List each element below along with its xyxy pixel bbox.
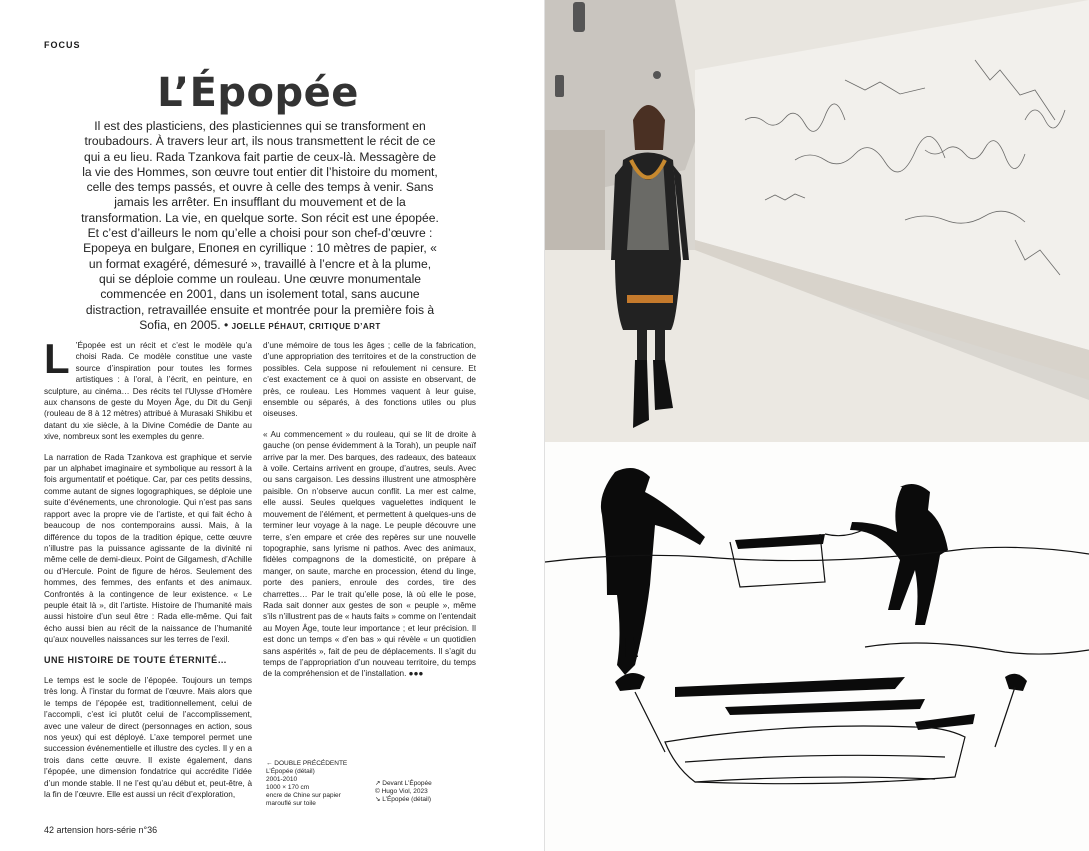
- section-label: FOCUS: [44, 40, 81, 50]
- body-paragraph: La narration de Rada Tzankova est graphique et servie par un alphabet imaginaire et symbolique au ressort à la fois argumentatif et poétique. Car, par ces petits dessins, comme autant de signes logographiques, se déploie une suite d’événements, une chronologie. Qui n’est pas sans rapport avec la propre vie de l’artiste, et qui fait écho à beaucoup de nos contemporains aussi. Mais, à la différence du topos de la tradition épique, cette œuvre n’illustre pas la puissance agissante de la divinité ni même celle de demi-dieux. Point de Gilgamesh, d’Achille ou d’Hercule. Point de figure de héros. Seulement des hommes, des femmes, des enfants et des animaux. Confrontés à la contingence de leur existence. « Le peuple était là », dit l’artiste. Histoire de l’humanité mais aussi histoire d’un seul être : Rada elle-même. Qui fait écho aussi bien au récit de la naissance de l’humanité qu’aux nouvelles naissances sur les terres de l’exil.: [44, 452, 252, 645]
- gallery-photo: [545, 0, 1089, 442]
- caption-left: ← DOUBLE PRÉCÉDENTE L’Épopée (détail) 2001-2010 1000 × 170 cm encre de Chine sur papier marouflé sur toile: [266, 760, 348, 807]
- intro-signature: JOELLE PÉHAUT, CRITIQUE D’ART: [231, 321, 381, 331]
- end-mark: ●●●: [408, 669, 424, 679]
- subheading: UNE HISTOIRE DE TOUTE ÉTERNITÉ…: [44, 654, 228, 665]
- body-paragraph: Le temps est le socle de l’épopée. Toujours un temps très long. À l’instar du format de l’œuvre. Mais alors que le temps de l’épopée est, traditionnellement, celui de l’accompli, c’est ici plutôt celui de l’accomplissement, avec une valeur de direct (personnages en action, sous nos yeux) qui est déployé. L’axe temporel permet une succession événementielle et illustre des cycles. Il y en a trois dans cette œuvre. Il existe également, dans l’épopée, une dimension fondatrice qui accrédite l’idée d’un monde stable. Il ne l’est qu’au début et, peut-être, à la fin de l’œuvre. Elle est aussi un récit d’exploration,: [44, 675, 252, 800]
- page-footer: 42 artension hors-série n°36: [44, 825, 158, 835]
- body-column-1: [44, 335, 252, 809]
- right-page: [545, 0, 1089, 851]
- dropcap: L: [44, 335, 70, 382]
- caption-right: ↗ Devant L’Épopée © Hugo Viol, 2023 ↘ L’Épopée (détail): [375, 780, 432, 803]
- body-column-2: [263, 340, 476, 689]
- body-paragraph: ’Épopée est un récit et c’est le modèle qu’a choisi Rada. Ce modèle constitue une vaste source d’inspiration pour toutes les formes artistiques : à l’oral, à l’écrit, en peinture, en sculpture, au cinéma… Des récits tel l’Ulysse d’Homère aux chansons de geste du Moyen Âge, du Dit du Genji (rouleau de 8 à 12 mètres) attribué à Murasaki Shikibu et datant du xie siècle, à la Divine Comédie de Dante au xive, nombreux sont les exemples du genre.: [44, 341, 252, 442]
- body-paragraph: « Au commencement » du rouleau, qui se lit de droite à gauche (on pense évidemment à la Torah), un peuple naïf arrive par la mer. Des barques, des radeaux, des bateaux à voile. Certains arrivent en groupe, d’autres, seuls. Avec ou sans cargaison. Les dessins illustrent une atmosphère paisible. On n’observe aucun conflit. La mer est calme, elle aussi. Seules quelques vaguelettes indiquent le mouvement de l’élément, et permettent à quelques-uns de terminer leur voyage à la nage. Le peuple découvre une terre, s’en empare et crée des repères sur une nouvelle topographie, sans lyrisme ni pathos. Avec des animaux, fidèles compagnons de la domesticité, on prépare à manger, on saute, marche en procession, étend du linge, porte des paniers, enroule des cordes, tire des charrettes… Par le trait qu’elle pose, là où elle le pose, Rada sait donner aux gestes de son « peuple », même s’ils n’illustrent pas de « hauts faits » comme on l’entendait au Moyen Âge, toute leur importance ; et leur précision. Il est donc un temps « d’en bas » qui révèle « un quotidien sans aspérités », fait de peu de déplacements. Il s’agit du temps de l’appropriation d’un nouveau territoire, du temps de la compréhension et de l’installation.: [263, 429, 476, 679]
- intro-text: Il est des plasticiens, des plasticiennes qui se transforment en troubadours. À travers leur art, ils nous transmettent le récit de ce qui a eu lieu. Rada Tzankova fait partie de ceux-là. Messagère de la vie des Hommes, son œuvre tout entier dit l’histoire du moment, celle des temps passés, et ouvre à celle des temps à venir. Sans jamais les arrêter. En insufflant du mouvement et de la transformation. La vie, en quelque sorte. Son récit est une épopée. Et c’est d’ailleurs le nom qu’elle a choisi pour son chef-d’œuvre : Epopeya en bulgare, Eпопея en cyrillique : 10 mètres de papier, « un format exagéré, démesuré », travaillé à l’encre et à la plume, qui se déploie comme un rouleau. Une œuvre monumentale commencée en 2001, dans un isolement total, sans aucune distraction, retravaillée ensuite et montrée pour la première fois à Sofia, en 2005. •: [81, 119, 439, 332]
- body-paragraph: d’une mémoire de tous les âges ; celle de la fabrication, d’une appropriation des territoires et de la construction de possibles. Cela suppose ni refoulement ni censure. Et c’est exactement ce à quoi on assiste en observant, de près, ce rouleau. Les Hommes vaquent à leur guise, ensemble ou séparés, à des fonctions utiles ou plus oiseuses.: [263, 341, 476, 419]
- intro-paragraph: [80, 119, 440, 334]
- ink-drawing: [545, 442, 1089, 851]
- page-title: L’Épopée: [157, 70, 359, 116]
